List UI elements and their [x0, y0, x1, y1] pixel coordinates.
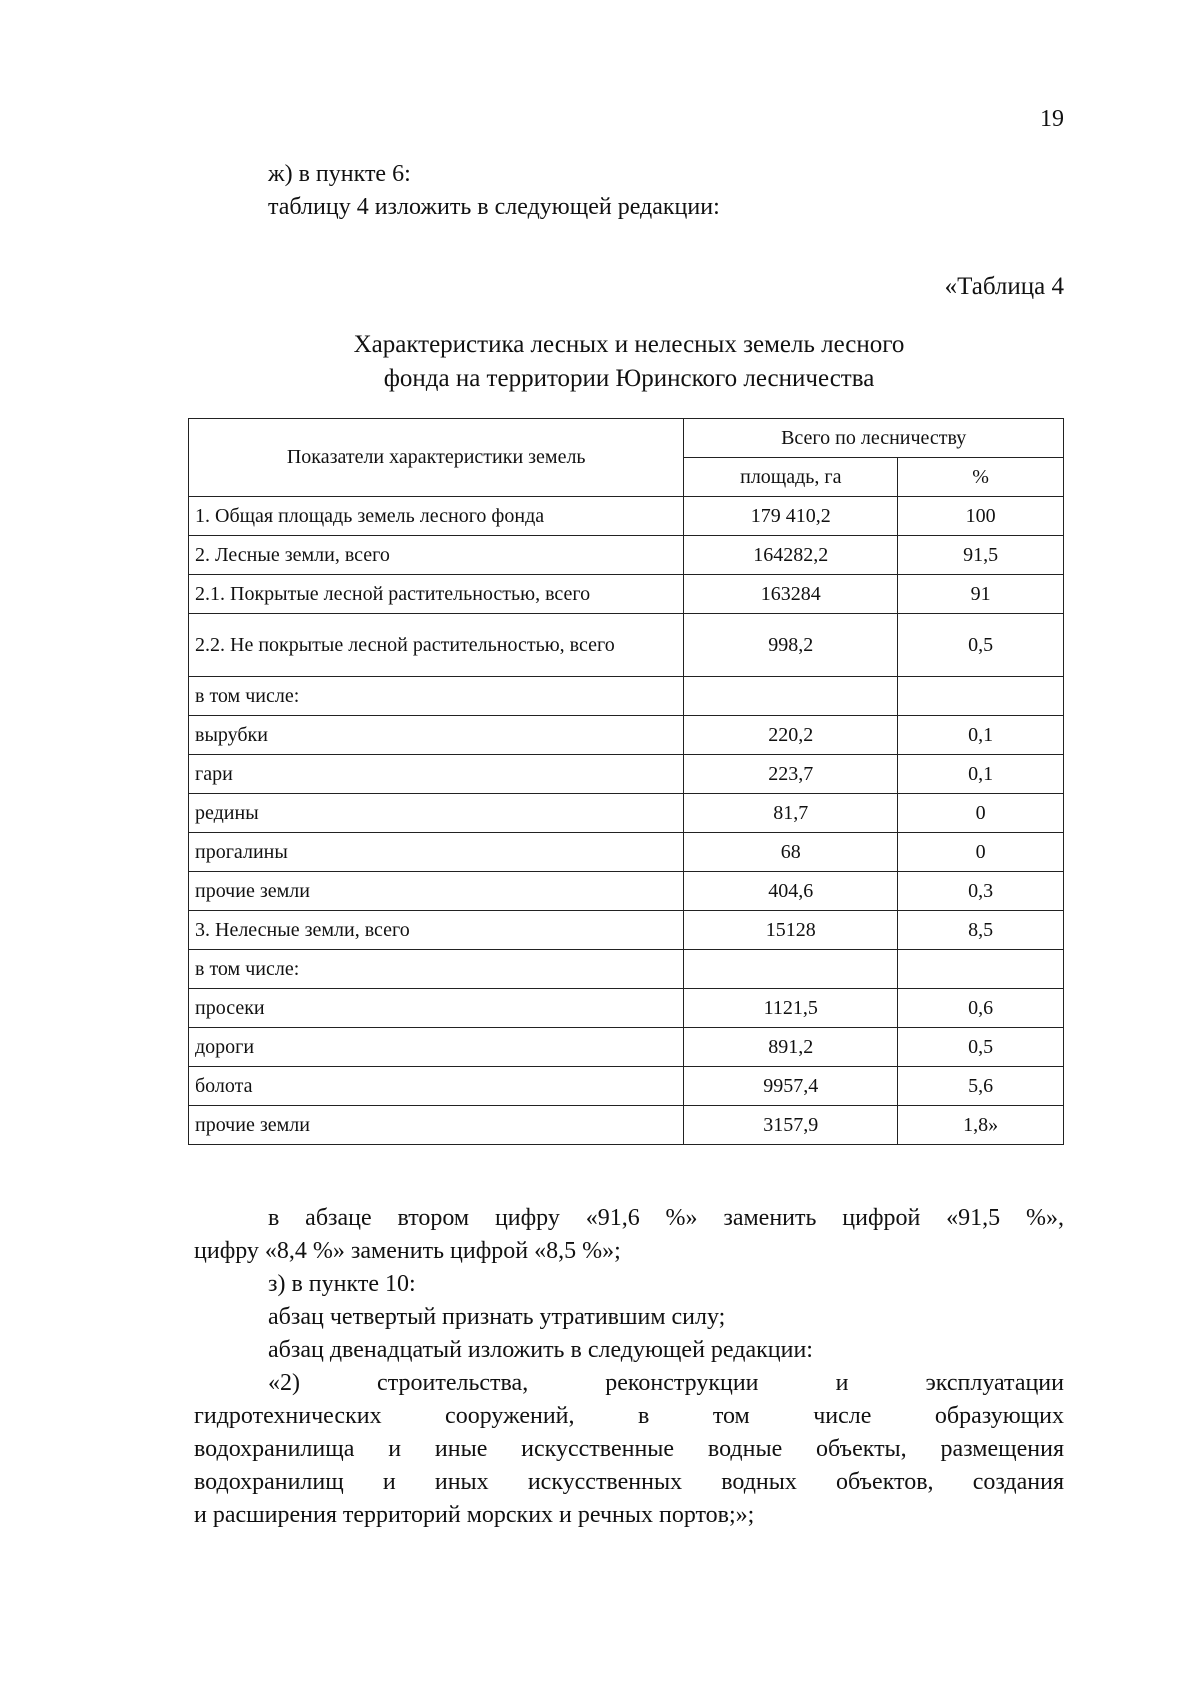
row-name: дороги — [189, 1028, 684, 1067]
paragraph-2: з) в пункте 10: — [268, 1271, 416, 1297]
row-percent: 1,8» — [898, 1106, 1064, 1145]
row-percent: 100 — [898, 497, 1064, 536]
header-area: площадь, га — [684, 458, 898, 497]
paragraph-1-line-1: в абзаце втором цифру «91,6 %» заменить цифрой «91,5 %», — [268, 1205, 1064, 1231]
row-area — [684, 677, 898, 716]
table-row — [189, 872, 1064, 911]
row-name: в том числе: — [189, 677, 684, 716]
row-area: 163284 — [684, 575, 898, 614]
table-row — [189, 536, 1064, 575]
table-title — [194, 328, 1064, 396]
row-percent: 8,5 — [898, 911, 1064, 950]
row-area: 15128 — [684, 911, 898, 950]
row-percent: 0,3 — [898, 872, 1064, 911]
table-row — [189, 1067, 1064, 1106]
table-row — [189, 794, 1064, 833]
table-row — [189, 497, 1064, 536]
table-row — [189, 911, 1064, 950]
header-indicators: Показатели характеристики земель — [189, 419, 684, 497]
row-area: 1121,5 — [684, 989, 898, 1028]
row-name: редины — [189, 794, 684, 833]
table-row — [189, 1028, 1064, 1067]
row-percent: 0 — [898, 794, 1064, 833]
row-percent: 91 — [898, 575, 1064, 614]
row-name: 3. Нелесные земли, всего — [189, 911, 684, 950]
table-row — [189, 950, 1064, 989]
row-area: 9957,4 — [684, 1067, 898, 1106]
paragraph-3: абзац четвертый признать утратившим силу; — [268, 1304, 726, 1330]
table-row — [189, 614, 1064, 677]
intro-line-1: ж) в пункте 6: — [268, 161, 411, 187]
row-percent — [898, 950, 1064, 989]
row-name: прочие земли — [189, 1106, 684, 1145]
row-name: прочие земли — [189, 872, 684, 911]
table-row — [189, 833, 1064, 872]
row-percent: 5,6 — [898, 1067, 1064, 1106]
page-number: 19 — [1040, 106, 1064, 132]
table-row — [189, 677, 1064, 716]
paragraph-4: абзац двенадцатый изложить в следующей редакции: — [268, 1337, 813, 1363]
row-area: 220,2 — [684, 716, 898, 755]
table-caption: «Таблица 4 — [944, 273, 1064, 300]
row-name: 1. Общая площадь земель лесного фонда — [189, 497, 684, 536]
paragraph-5-line-4: водохранилищ и иных искусственных водных объектов, создания — [194, 1469, 1064, 1495]
row-percent: 0,1 — [898, 755, 1064, 794]
table-title-line-1: Характеристика лесных и нелесных земель лесного — [353, 331, 905, 358]
table-row — [189, 716, 1064, 755]
intro-line-2: таблицу 4 изложить в следующей редакции: — [268, 194, 720, 220]
row-name: вырубки — [189, 716, 684, 755]
row-area: 998,2 — [684, 614, 898, 677]
row-percent: 0,6 — [898, 989, 1064, 1028]
row-name: болота — [189, 1067, 684, 1106]
row-area: 891,2 — [684, 1028, 898, 1067]
row-area: 404,6 — [684, 872, 898, 911]
header-percent: % — [898, 458, 1064, 497]
table-row — [189, 755, 1064, 794]
paragraph-5-line-5: и расширения территорий морских и речных портов;»; — [194, 1502, 755, 1528]
row-name: 2.2. Не покрытые лесной растительностью, всего — [189, 614, 684, 677]
row-percent: 91,5 — [898, 536, 1064, 575]
row-area — [684, 950, 898, 989]
row-name: 2.1. Покрытые лесной растительностью, всего — [189, 575, 684, 614]
row-area: 179 410,2 — [684, 497, 898, 536]
table-row — [189, 1106, 1064, 1145]
row-percent: 0,5 — [898, 614, 1064, 677]
row-area: 81,7 — [684, 794, 898, 833]
table-row — [189, 575, 1064, 614]
table-title-line-2: фонда на территории Юринского лесничества — [383, 365, 875, 392]
row-area: 164282,2 — [684, 536, 898, 575]
land-characteristics-table — [188, 418, 1064, 1145]
row-percent: 0,5 — [898, 1028, 1064, 1067]
row-name: в том числе: — [189, 950, 684, 989]
row-percent: 0 — [898, 833, 1064, 872]
row-area: 68 — [684, 833, 898, 872]
row-name: 2. Лесные земли, всего — [189, 536, 684, 575]
row-name: просеки — [189, 989, 684, 1028]
row-percent: 0,1 — [898, 716, 1064, 755]
paragraph-5-line-3: водохранилища и иные искусственные водные объекты, размещения — [194, 1436, 1064, 1462]
row-area: 223,7 — [684, 755, 898, 794]
paragraph-1-line-2: цифру «8,4 %» заменить цифрой «8,5 %»; — [194, 1238, 621, 1264]
row-percent — [898, 677, 1064, 716]
row-area: 3157,9 — [684, 1106, 898, 1145]
header-total: Всего по лесничеству — [684, 419, 1064, 458]
paragraph-5-line-2: гидротехнических сооружений, в том числе образующих — [194, 1403, 1064, 1429]
table-row — [189, 989, 1064, 1028]
paragraph-5-line-1: «2) строительства, реконструкции и эксплуатации — [268, 1370, 1064, 1396]
row-name: прогалины — [189, 833, 684, 872]
row-name: гари — [189, 755, 684, 794]
